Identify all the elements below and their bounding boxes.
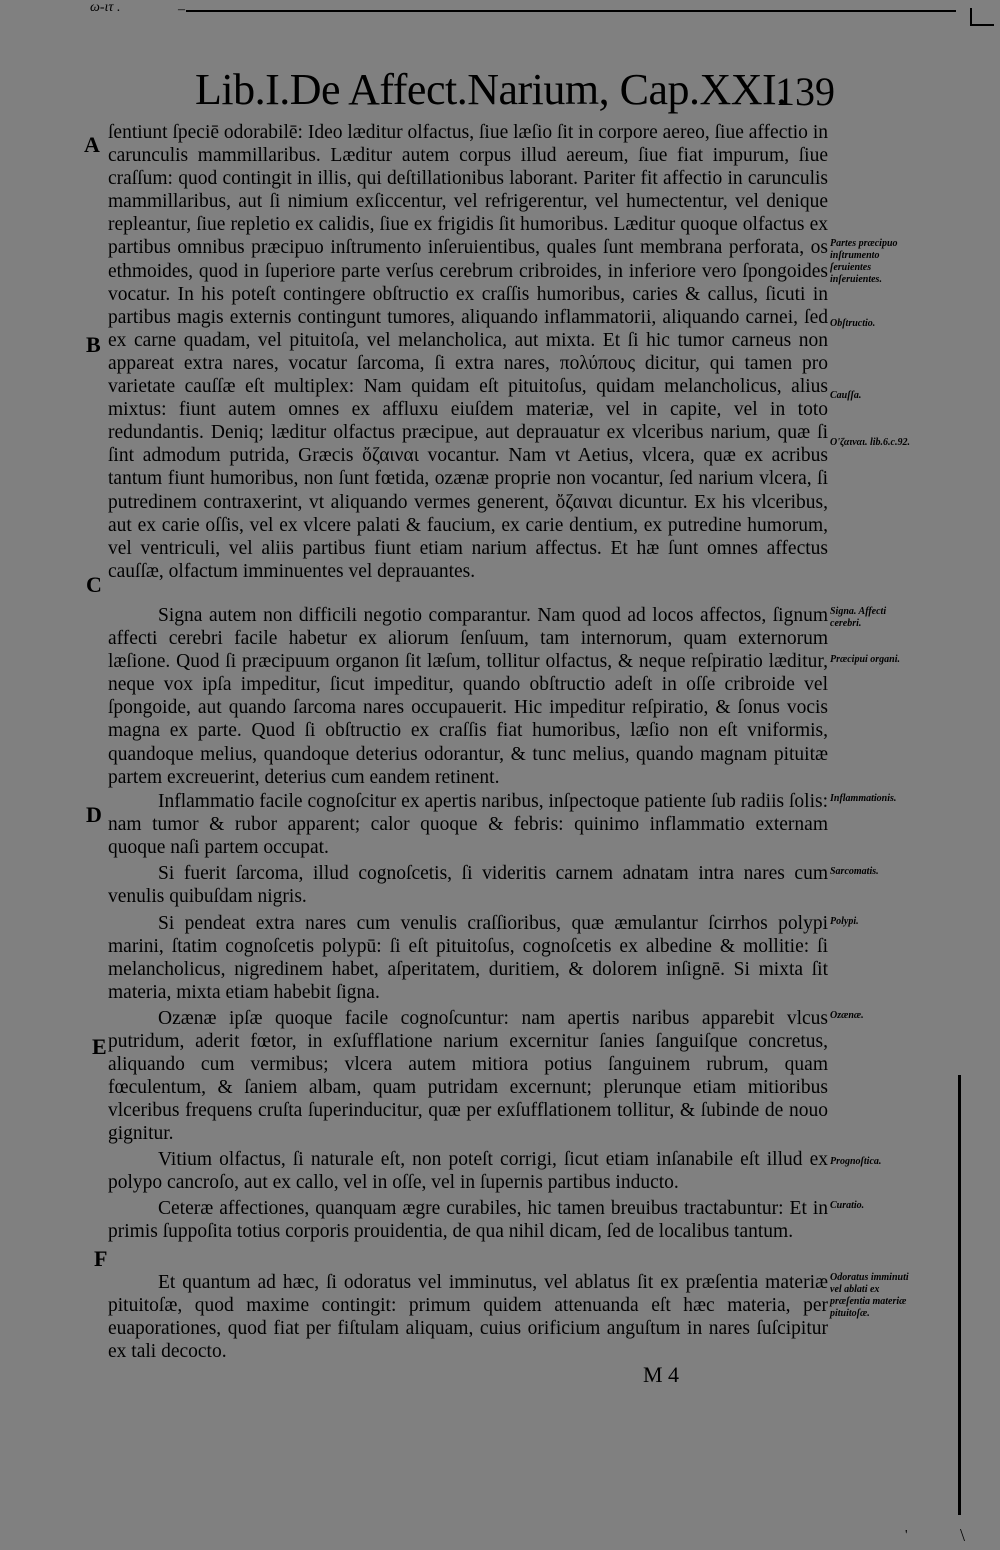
paragraph-inflammatio: Inflammatio facile cognoſcitur ex apertis naribus, inſpectoque patiente ſub radiis ſolis: nam tumor & rubor apparent; calor quoque & febris: quinimo inflammatio externam quoque naſi partem occupat. (108, 791, 828, 859)
paragraph-polypus: Si pendeat extra nares cum venulis craſſioribus, quæ æmulantur ſcirrhos polypi marini, ſtatim cognoſcetis polypū: ſi eſt pituitoſus, cognoſcetis ex albedine & mollitie: ſi melancholicus, nigredinem habet, aſperitatem, duritiem, & dolorem inſignē. Si mixta ſit materia, mixta etiam habebit ſigna. (108, 913, 828, 1004)
margin-note-prognostica: Prognoſtica. (830, 1156, 882, 1167)
bottom-corner-tick: \ (960, 1525, 966, 1545)
paragraph-prognostica: Vitium olfactus, ſi naturale eſt, non poteſt corrigi, ſicut etiam inſanabile eſt illud ex polypo cancroſo, aut ex callo, vel in oſſe, vel in ſupernis partibus inducto. (108, 1149, 828, 1194)
margin-note-partes: Partes præcipuo inſtrumento ſeruientes inſeruientes. (830, 238, 898, 285)
section-letter-e: E (92, 1034, 107, 1059)
corner-mark (970, 8, 994, 26)
bottom-tick: ' (905, 1528, 908, 1543)
margin-note-ozainai: O'ζαιναι. lib.6.c.92. (830, 437, 910, 448)
margin-note-polypi: Polypi. (830, 916, 859, 927)
top-rule (186, 10, 956, 12)
paragraph-sarcoma: Si fuerit ſarcoma, illud cognoſcetis, ſi videritis carnem adnatam intra nares cum venulis quibuſdam nigris. (108, 863, 828, 908)
top-scribble: ω-ιτ . (90, 0, 121, 15)
margin-note-caussa: Cauſſa. (830, 390, 862, 401)
section-letter-c: C (86, 572, 102, 597)
paragraph-signa: Signa autem non difficili negotio comparantur. Nam quod ad locos affectos, ſignum affecti cerebri facile habetur ex aliorum ſenſuum, tam internorum, quam externorum læſione. Quod ſi præcipuum organon ſit læſum, tollitur olfactus, & neque reſpiratio læditur, neque vox ipſa impeditur, ſicut impeditur, quando obſtructio adeſt in oſſe cribroide vel ſpongoide, aut quando ſarcoma nares occupauerit. Hic impeditur reſpiratio, & ſonus vocis magna ex parte. Quod ſi obſtructio ex craſſis fiat humoribus, læſio non eſt vniformis, quandoque melius, quandoque deterius odorantur, & tunc melius, quando magnam pituitæ partem excreuerint, deterius cum eandem retinent. (108, 605, 828, 788)
margin-note-obstructio: Obſtructio. (830, 318, 876, 329)
margin-note-odoratus: Odoratus imminuti vel ablati ex præſentia materiæ pituitoſæ. (830, 1272, 909, 1319)
running-title: Lib.I.De Affect.Narium, Cap.XXI. (195, 65, 787, 114)
top-dash: – (178, 2, 185, 17)
margin-note-inflammationis: Inflammationis. (830, 793, 897, 804)
section-letter-d: D (86, 802, 102, 827)
section-letter-f: F (94, 1246, 108, 1271)
margin-note-sarcomatis: Sarcomatis. (830, 866, 879, 877)
paragraph-ozaena: Ozænæ ipſæ quoque facile cognoſcuntur: nam apertis naribus apparebit vlcus putridum, aderit fœtor, in exſufflatione narium excernitur ſanies ſanguiſque concretus, aliquando cum vermibus; vlcera autem mitiora potius ſanguinem rubrum, quam fœculentum, & ſaniem albam, quam putridam excernunt; plerunque etiam mitioribus vlceribus frequens cruſta ſuperinducitur, quæ per exſufflationem tollitur, & ſubinde de nouo gignitur. (108, 1008, 828, 1145)
paragraph-curatio: Ceteræ affectiones, quanquam ægre curabiles, hic tamen breuibus tractabuntur: Et in primis ſuppoſita totius corporis prouidentia, de qua nihil dicam, ſed de localibus tantum. (108, 1198, 828, 1243)
signature-mark: M 4 (643, 1362, 680, 1387)
margin-note-ozaenae: Ozænæ. (830, 1010, 864, 1021)
margin-note-signa: Signa. Affecti cerebri. (830, 606, 887, 629)
margin-note-curatio: Curatio. (830, 1200, 865, 1211)
section-letter-b: B (86, 332, 101, 357)
right-edge-rule (958, 1075, 961, 1515)
margin-note-praecipui: Præcipui organi. (830, 654, 901, 665)
paragraph-causes: ſentiunt ſpeciē odorabilē: Ideo læditur olfactus, ſiue læſio ſit in corpore aereo, ſiue affectio in carunculis mammillaribus. Læditur autem corpus illud aereum, ſiue fiat impurum, ſiue craſſum: quod contingit in illis, qui deſtillationibus laborant. Pariter fit affectio in carunculis mammillaribus, aut ſi nimium exſiccentur, vel refrigerentur, vel humectentur, vel denique repleantur, ſiue repletio ex calidis, ſiue ex frigidis ſit humoribus. Læditur quoque olfactus ex partibus omnibus præcipuo inſtrumento inſeruientibus, quales ſunt membrana perforata, os ethmoides, quod in ſuperiore parte verſus cerebrum cribroides, in inferiore vero ſpongoides vocatur. In his poteſt contingere obſtructio ex craſſis humoribus, caries & callus, ſicuti in partibus magis externis contingunt tumores, aliquando inflammatorii, aliquando carnei, ſed ex carne quadam, vel pituitoſa, vel melancholica, aut mixta. Et ſi hic tumor carneus non appareat extra nares, vocatur ſarcoma, ſi extra nares, πολύπους dicitur, qui tamen pro varietate cauſſæ eſt multiplex: Nam quidam eſt pituitoſus, quidam melancholicus, alius mixtus: fiunt autem omnes ex affluxu eiuſdem materiæ, vel in capite, vel in toto redundantis. Deniq; læditur olfactus præcipue, aut deprauatur ex vlceribus narium, quæ ſi ſint admodum putrida, Græcis ὄζαιναι vocantur. Nam vt Aetius, vlcera, quæ ex acribus tantum fiunt humoribus, non ſunt fœtida, ozænæ proprie non vocantur, ſed narium vlcera, ſi putredinem contraxerint, vt aliquando vermes generent, ὄζαιναι dicuntur. Ex his vlceribus, aut ex carie oſſis, vel ex vlcere palati & faucium, ex carie dentium, ex putredine humorum, vel ventriculi, vel aliis partibus fiunt etiam narium affectus. Et hæ ſunt omnes affectus cauſſæ, olfactum imminuentes vel deprauantes. (108, 122, 828, 582)
paragraph-odoratus: Et quantum ad hæc, ſi odoratus vel imminutus, vel ablatus ſit ex præſentia materiæ pituitoſæ, quod maxime contingit: primum quidem attenuanda eſt hæc materia, per euaporationes, quod fiat per fiſtulam aliquam, cuius orificium anguſtum in nares ſuſcipitur ex tali decocto. (108, 1272, 828, 1363)
section-letter-a: A (84, 132, 100, 157)
page-number: 139 (775, 69, 835, 114)
